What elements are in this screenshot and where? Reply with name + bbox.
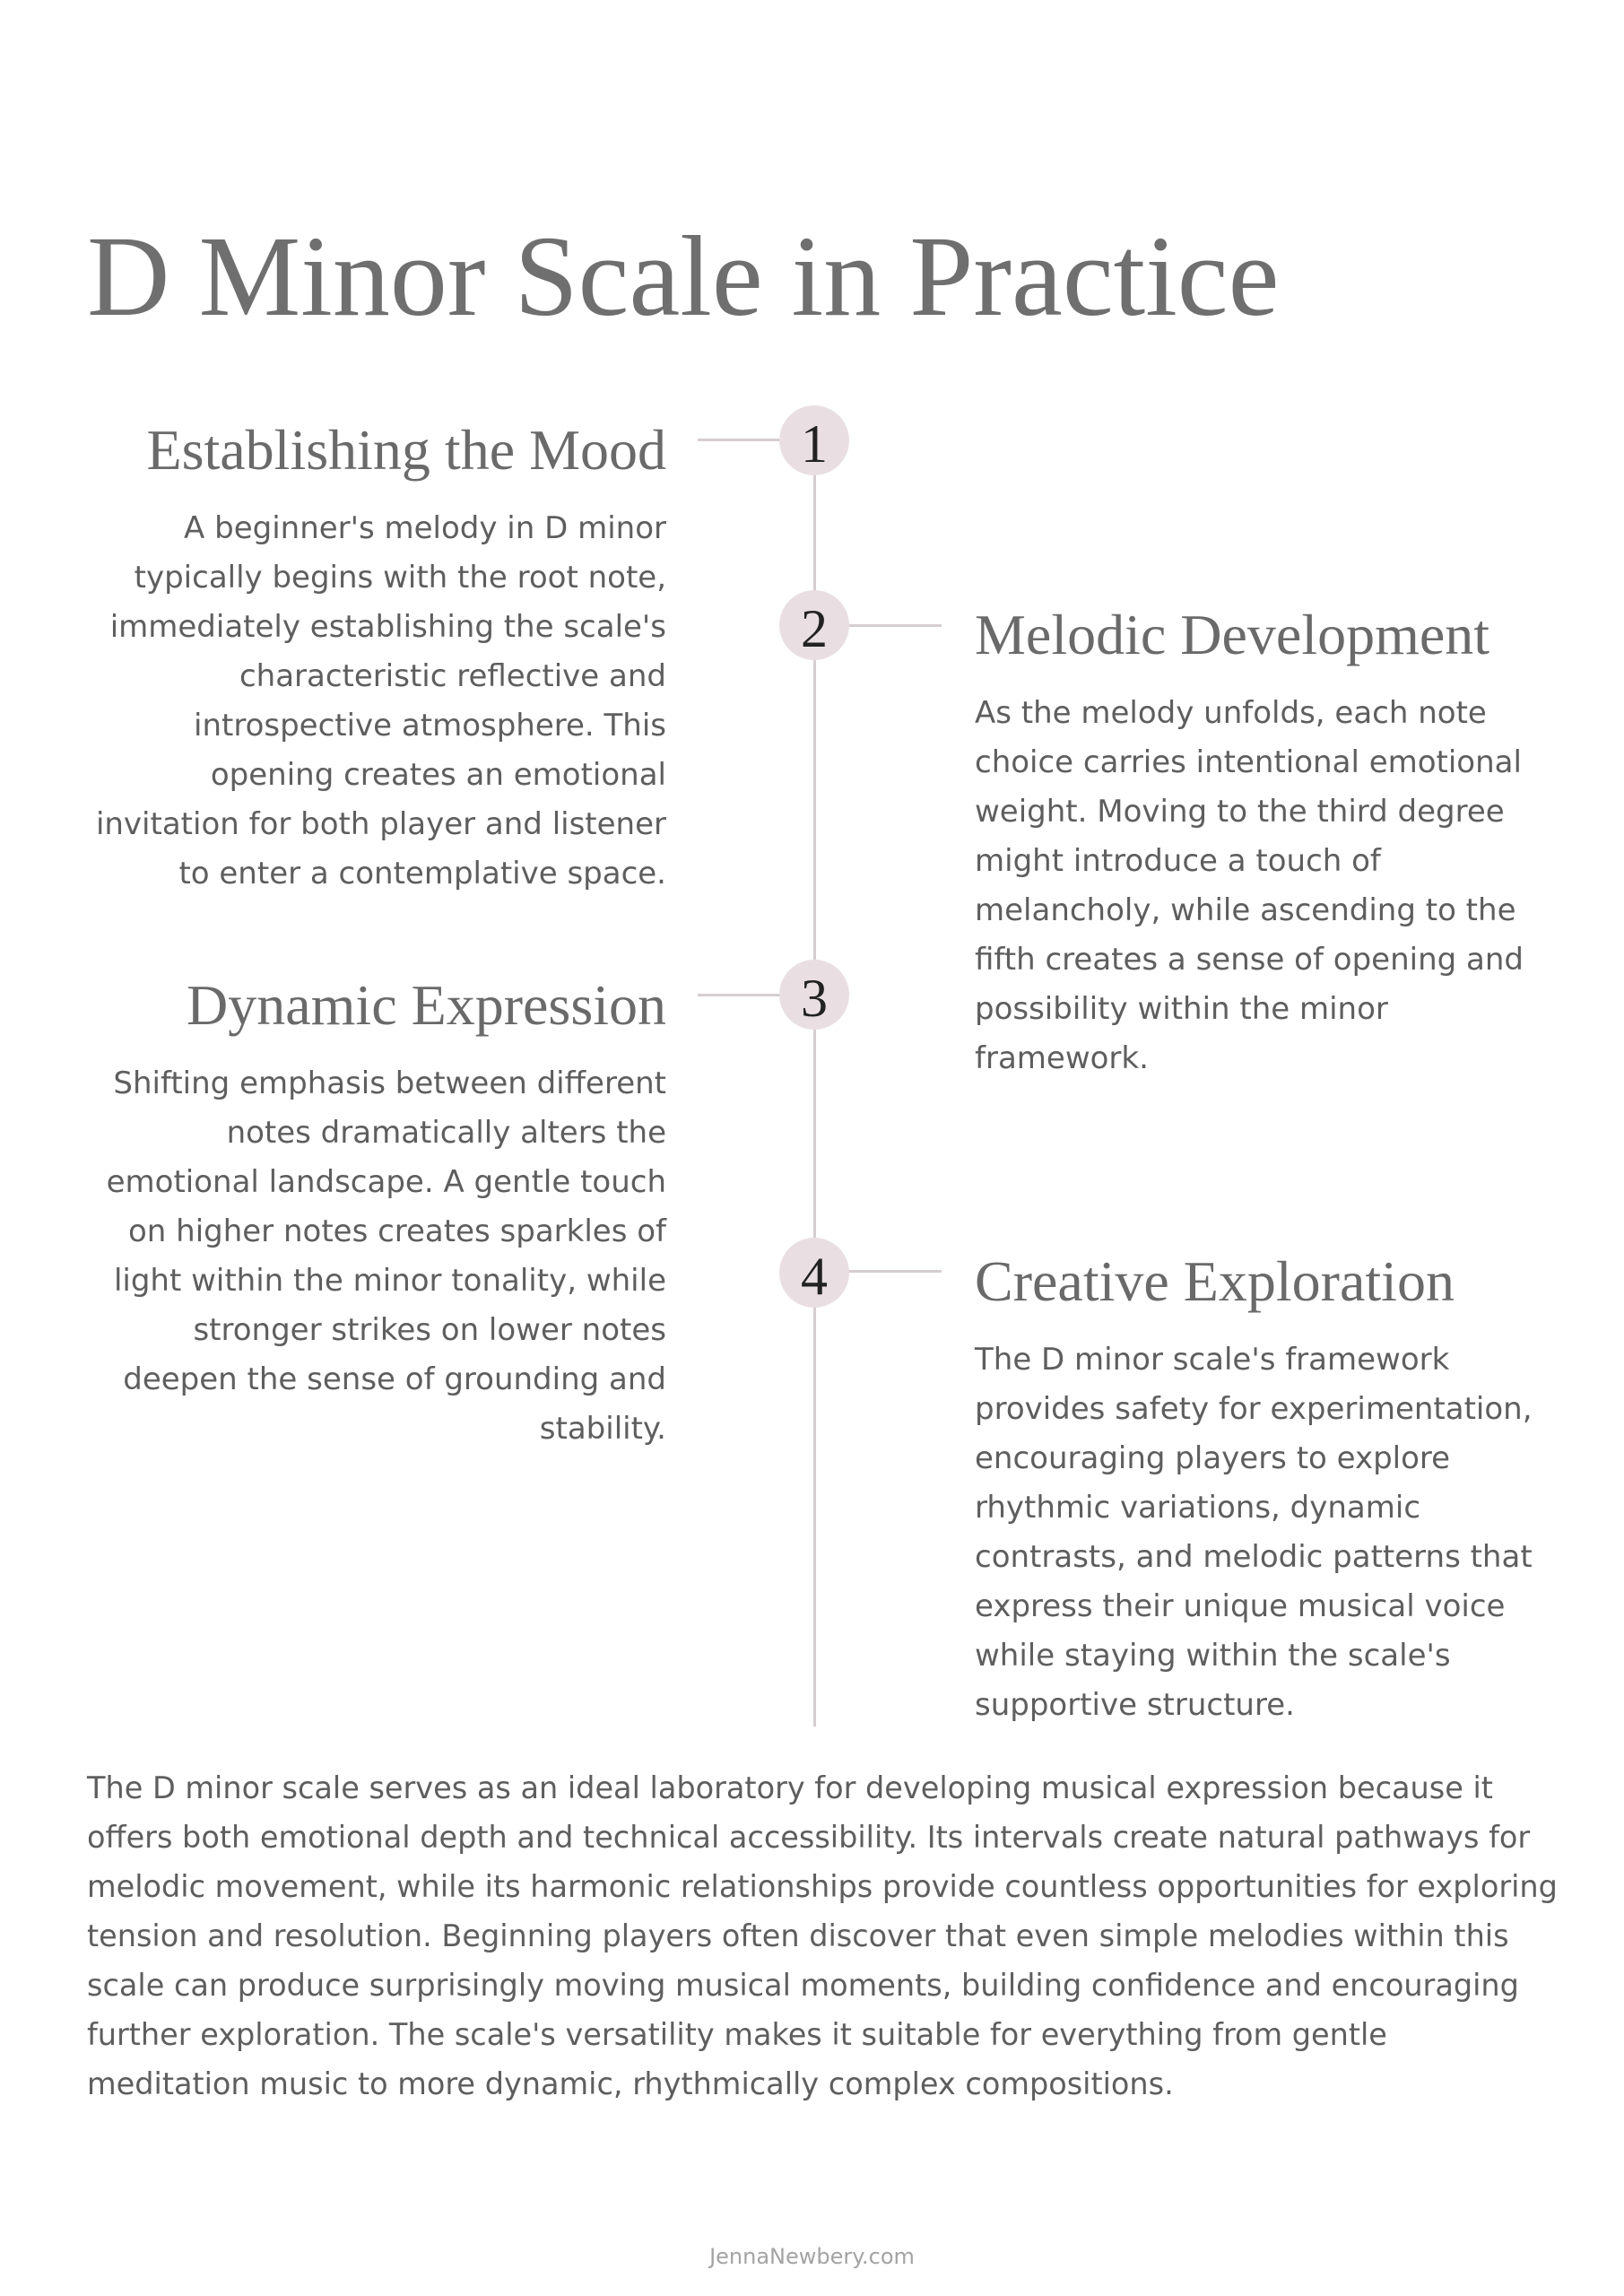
summary-paragraph: The D minor scale serves as an ideal laboratory for developing musical expression because it offers both emotional depth and technical accessibility. Its intervals create natural pathways for melodic movement, while its harmonic relationships provide countless opportunities for exploring tension and resolution. Beginning players often discover that even simple melodies within this scale can produce surprisingly moving musical moments, building confidence and encouraging further exploration. The scale's versatility makes it suitable for everything from gentle meditation music to more dynamic, rhythmically complex compositions. — [87, 1770, 1558, 2101]
section-heading: Melodic Development — [975, 603, 1490, 666]
page-title: D Minor Scale in Practice — [87, 213, 1280, 340]
section-heading: Creative Exploration — [975, 1249, 1455, 1313]
step-marker-1 — [779, 405, 849, 475]
section-body: As the melody unfolds, each note choice carries intentional emotional weight. Moving to the third degree might introduce a touch of melancholy, while ascending to the fifth creates a sense of opening and possibility within the minor framework. — [975, 695, 1524, 1076]
section-heading: Dynamic Expression — [187, 973, 666, 1037]
section-body: A beginner's melody in D minor typically begins with the root note, immediately establishing the scale's characteristic reflective and introspective atmosphere. This opening creates an emotional invitation for both player and listener to enter a contemplative space. — [95, 510, 666, 891]
section-establishing-the-mood — [83, 414, 666, 899]
section-creative-exploration — [975, 1246, 1558, 1730]
section-dynamic-expression — [83, 970, 666, 1454]
step-number-1: 1 — [801, 414, 828, 474]
step-number-3: 3 — [801, 969, 828, 1028]
step-number-4: 4 — [801, 1247, 828, 1306]
section-body: The D minor scale's framework provides safety for experimentation, encouraging players to explore rhythmic variations, dynamic contrasts, and melodic patterns that express their unique musical voice while staying within the scale's supportive structure. — [975, 1342, 1533, 1723]
section-body: Shifting emphasis between different notes dramatically alters the emotional landscape. A gentle touch on higher notes creates sparkles of light within the minor tonality, while stronger strikes on lower notes deepen the sense of grounding and stability. — [106, 1065, 666, 1447]
section-melodic-development — [975, 599, 1558, 1083]
step-marker-2 — [779, 590, 849, 660]
footer-website: JennaNewbery.com — [709, 2244, 915, 2269]
section-heading: Establishing the Mood — [146, 418, 666, 482]
step-marker-4 — [779, 1238, 849, 1308]
step-number-2: 2 — [801, 599, 828, 658]
step-marker-3 — [779, 960, 849, 1030]
